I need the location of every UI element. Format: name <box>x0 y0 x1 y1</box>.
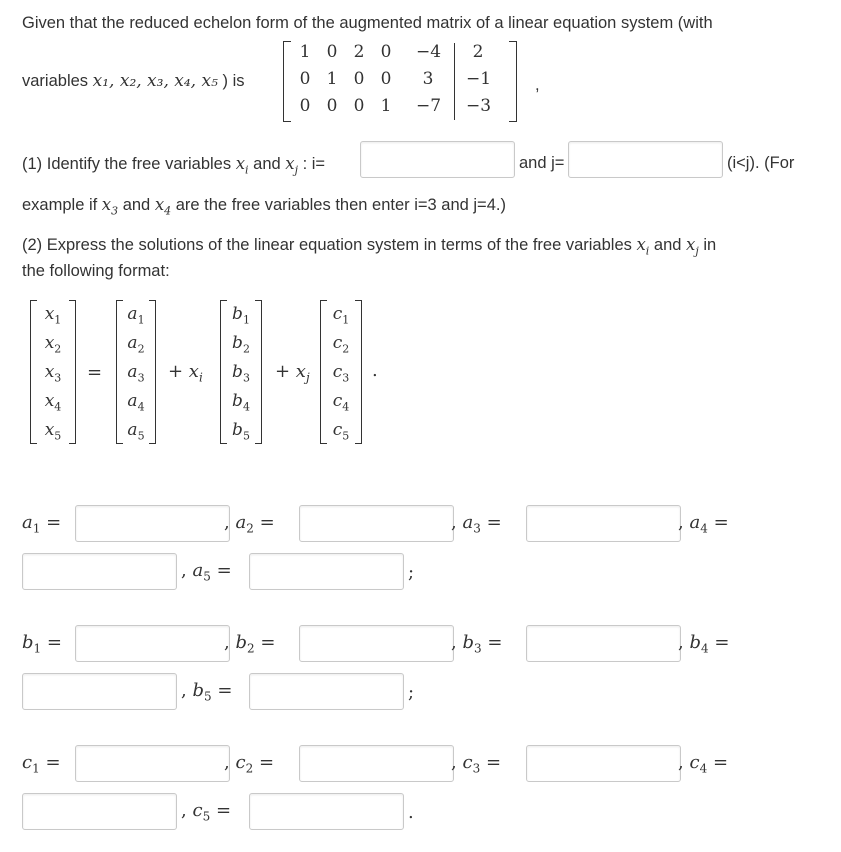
vector-entry: $c_4$ <box>332 391 350 414</box>
vector-entry: $a_4$ <box>127 391 145 414</box>
b-row-end: ; <box>408 682 415 703</box>
c4-label: , $c_4$ = <box>678 752 729 776</box>
matrix-cell: −1 <box>466 69 492 89</box>
vector-entry: $b_4$ <box>232 391 250 414</box>
vector-entry: $c_3$ <box>332 362 350 385</box>
b4-input[interactable] <box>22 673 177 710</box>
part1-i-label: : i= <box>302 155 326 173</box>
a5-label: , $a_5$ = <box>181 560 232 584</box>
a-vector <box>116 300 156 444</box>
matrix-cell: −3 <box>466 96 492 116</box>
part1-j-label: and j= <box>519 154 565 172</box>
part1-question <box>22 154 325 176</box>
matrix-left-bracket <box>283 41 291 122</box>
part1-tail: (i<j). (For <box>727 154 795 172</box>
vector-entry: $b_3$ <box>232 362 250 385</box>
b5-input[interactable] <box>249 673 404 710</box>
matrix-cell: 3 <box>422 69 434 89</box>
vector-entry: $c_2$ <box>332 333 350 356</box>
augment-divider <box>454 43 455 120</box>
augmented-matrix <box>283 41 517 122</box>
matrix-cell: 0 <box>326 96 338 116</box>
c-vector <box>320 300 362 444</box>
a4-input[interactable] <box>22 553 177 590</box>
free-variable-j-input[interactable] <box>568 141 723 178</box>
matrix-cell: 1 <box>299 42 311 62</box>
plus-xj: + $x_j$ <box>275 361 310 385</box>
x-vector <box>30 300 76 444</box>
matrix-cell: 0 <box>299 96 311 116</box>
matrix-cell: 0 <box>299 69 311 89</box>
matrix-cell: −7 <box>416 96 442 116</box>
c-row-end: . <box>408 802 414 823</box>
b4-label: , $b_4$ = <box>678 632 730 656</box>
matrix-cell: 0 <box>326 42 338 62</box>
problem-intro: Given that the reduced echelon form of the augmented matrix of a linear equation system (with <box>22 14 713 32</box>
c1-input[interactable] <box>75 745 230 782</box>
matrix-cell: 1 <box>380 96 392 116</box>
matrix-cell: −4 <box>416 42 442 62</box>
vector-entry: $a_5$ <box>127 420 145 443</box>
vector-entry: $x_5$ <box>44 420 62 443</box>
a2-input[interactable] <box>299 505 454 542</box>
vector-entry: $x_4$ <box>44 391 62 414</box>
free-variable-i-input[interactable] <box>360 141 515 178</box>
b2-input[interactable] <box>299 625 454 662</box>
c2-label: , $c_2$ = <box>224 752 275 776</box>
format-period: . <box>372 360 378 381</box>
b1-label: $b_1$ = <box>22 632 62 656</box>
vector-entry: $a_2$ <box>127 333 145 356</box>
b2-label: , $b_2$ = <box>224 632 276 656</box>
part1-xj: $x_j$ <box>285 154 298 177</box>
part1-example: example if $x_3$ and $x_4$ are the free variables then enter i=3 and j=4.) <box>22 195 506 218</box>
b3-label: , $b_3$ = <box>451 632 503 656</box>
matrix-cell: 0 <box>380 42 392 62</box>
b3-input[interactable] <box>526 625 681 662</box>
matrix-trailing-comma: , <box>535 76 540 94</box>
c2-input[interactable] <box>299 745 454 782</box>
vector-entry: $x_1$ <box>44 304 62 327</box>
vector-entry: $b_5$ <box>232 420 250 443</box>
vector-entry: $x_2$ <box>44 333 62 356</box>
vector-entry: $c_1$ <box>332 304 350 327</box>
c4-input[interactable] <box>22 793 177 830</box>
plus-xi: + $x_i$ <box>168 361 203 385</box>
part1-text: (1) Identify the free variables <box>22 155 232 173</box>
part1-and: and <box>253 155 281 173</box>
c3-label: , $c_3$ = <box>451 752 502 776</box>
b5-label: , $b_5$ = <box>181 680 233 704</box>
b1-input[interactable] <box>75 625 230 662</box>
part1-xi: $x_i$ <box>235 154 249 177</box>
b-vector <box>220 300 262 444</box>
a1-label: $a_1$ = <box>22 512 62 536</box>
a3-input[interactable] <box>526 505 681 542</box>
matrix-cell: 0 <box>380 69 392 89</box>
c3-input[interactable] <box>526 745 681 782</box>
variables-prefix: variables <box>22 72 89 90</box>
c5-input[interactable] <box>249 793 404 830</box>
matrix-cell: 0 <box>353 96 365 116</box>
vector-entry: $a_1$ <box>127 304 145 327</box>
matrix-cell: 2 <box>472 42 484 62</box>
part2-question: (2) Express the solutions of the linear equation system in terms of the free variables $x_i$ and $x_j$ in <box>22 235 717 258</box>
vector-entry: $b_2$ <box>232 333 250 356</box>
matrix-cell: 0 <box>353 69 365 89</box>
vector-entry: $c_5$ <box>332 420 350 443</box>
matrix-cell: 2 <box>353 42 365 62</box>
c1-label: $c_1$ = <box>22 752 61 776</box>
a4-label: , $a_4$ = <box>678 512 729 536</box>
a3-label: , $a_3$ = <box>451 512 502 536</box>
vector-entry: $a_3$ <box>127 362 145 385</box>
variables-label <box>22 71 244 91</box>
part2-format-label: the following format: <box>22 262 170 280</box>
vector-entry: $b_1$ <box>232 304 250 327</box>
variables-list: x₁, x₂, x₃, x₄, x₅ <box>92 71 218 91</box>
vector-entry: $x_3$ <box>44 362 62 385</box>
c5-label: , $c_5$ = <box>181 800 232 824</box>
variables-suffix: ) is <box>222 72 245 90</box>
a1-input[interactable] <box>75 505 230 542</box>
matrix-cell: 1 <box>326 69 338 89</box>
matrix-right-bracket <box>509 41 517 122</box>
a-row-end: ; <box>408 562 415 583</box>
a2-label: , $a_2$ = <box>224 512 275 536</box>
a5-input[interactable] <box>249 553 404 590</box>
format-equals: = <box>87 362 103 383</box>
